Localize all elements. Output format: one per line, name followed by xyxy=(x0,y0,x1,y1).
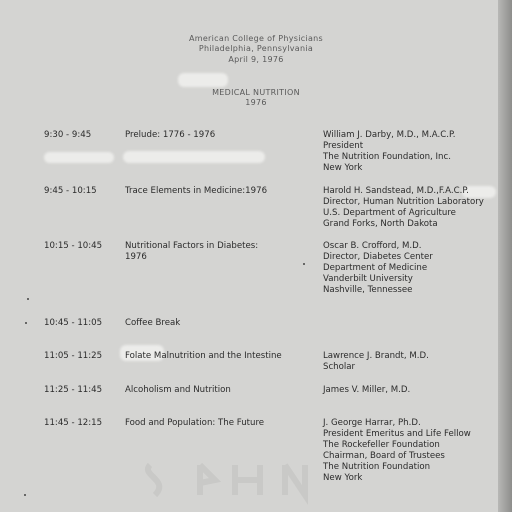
speaker-detail: The Nutrition Foundation xyxy=(323,462,431,472)
speaker-detail: Chairman, Board of Trustees xyxy=(323,451,445,461)
session-topic: Prelude: 1776 - 1976 xyxy=(125,130,216,140)
speaker-detail: The Rockefeller Foundation xyxy=(323,440,440,450)
document-title: MEDICAL NUTRITION xyxy=(212,88,300,97)
speaker-detail: Scholar xyxy=(323,362,356,372)
session-topic: Nutritional Factors in Diabetes: 1976 xyxy=(125,241,259,262)
speck xyxy=(303,263,305,265)
document-year: 1976 xyxy=(245,98,267,107)
speaker-detail: New York xyxy=(323,473,363,483)
bleed-through-shapes xyxy=(140,455,340,505)
speck xyxy=(25,322,27,324)
speaker-name: Lawrence J. Brandt, M.D. xyxy=(323,351,429,361)
session-topic: Alcoholism and Nutrition xyxy=(125,385,231,395)
speaker-detail: Nashville, Tennessee xyxy=(323,285,413,295)
header-date: April 9, 1976 xyxy=(228,55,284,64)
speaker-detail: Grand Forks, North Dakota xyxy=(323,219,438,229)
page-edge-shadow xyxy=(498,0,512,512)
session-topic: Trace Elements in Medicine:1976 xyxy=(125,186,268,196)
session-time: 11:25 - 11:45 xyxy=(44,385,103,395)
header-location: Philadelphia, Pennsylvania xyxy=(198,44,314,53)
speaker-detail: The Nutrition Foundation, Inc. xyxy=(323,152,451,162)
speaker-name: Harold H. Sandstead, M.D.,F.A.C.P. xyxy=(323,186,469,196)
speaker-detail: President xyxy=(323,141,364,151)
session-time: 10:45 - 11:05 xyxy=(44,318,103,328)
session-time: 9:45 - 10:15 xyxy=(44,186,97,196)
white-out-mark xyxy=(44,152,114,163)
session-time: 9:30 - 9:45 xyxy=(44,130,92,140)
session-time: 11:05 - 11:25 xyxy=(44,351,103,361)
speaker-detail: Director, Human Nutrition Laboratory xyxy=(323,197,484,207)
speaker-detail: Department of Medicine xyxy=(323,263,428,273)
header-organization: American College of Physicians xyxy=(188,34,324,43)
speaker-name: James V. Miller, M.D. xyxy=(323,385,411,395)
white-out-mark xyxy=(178,73,228,87)
speaker-detail: President Emeritus and Life Fellow xyxy=(323,429,471,439)
session-topic: Folate Malnutrition and the Intestine xyxy=(125,351,282,361)
white-out-mark xyxy=(123,151,265,163)
speaker-detail: New York xyxy=(323,163,363,173)
speck xyxy=(27,298,29,300)
speaker-detail: Vanderbilt University xyxy=(323,274,413,284)
speaker-detail: Director, Diabetes Center xyxy=(323,252,433,262)
speck xyxy=(24,494,26,496)
speaker-detail: U.S. Department of Agriculture xyxy=(323,208,456,218)
speaker-name: William J. Darby, M.D., M.A.C.P. xyxy=(323,130,456,140)
session-time: 10:15 - 10:45 xyxy=(44,241,103,251)
speaker-name: Oscar B. Crofford, M.D. xyxy=(323,241,422,251)
session-topic: Coffee Break xyxy=(125,318,181,328)
session-topic: Food and Population: The Future xyxy=(125,418,265,428)
speaker-name: J. George Harrar, Ph.D. xyxy=(323,418,421,428)
session-time: 11:45 - 12:15 xyxy=(44,418,103,428)
